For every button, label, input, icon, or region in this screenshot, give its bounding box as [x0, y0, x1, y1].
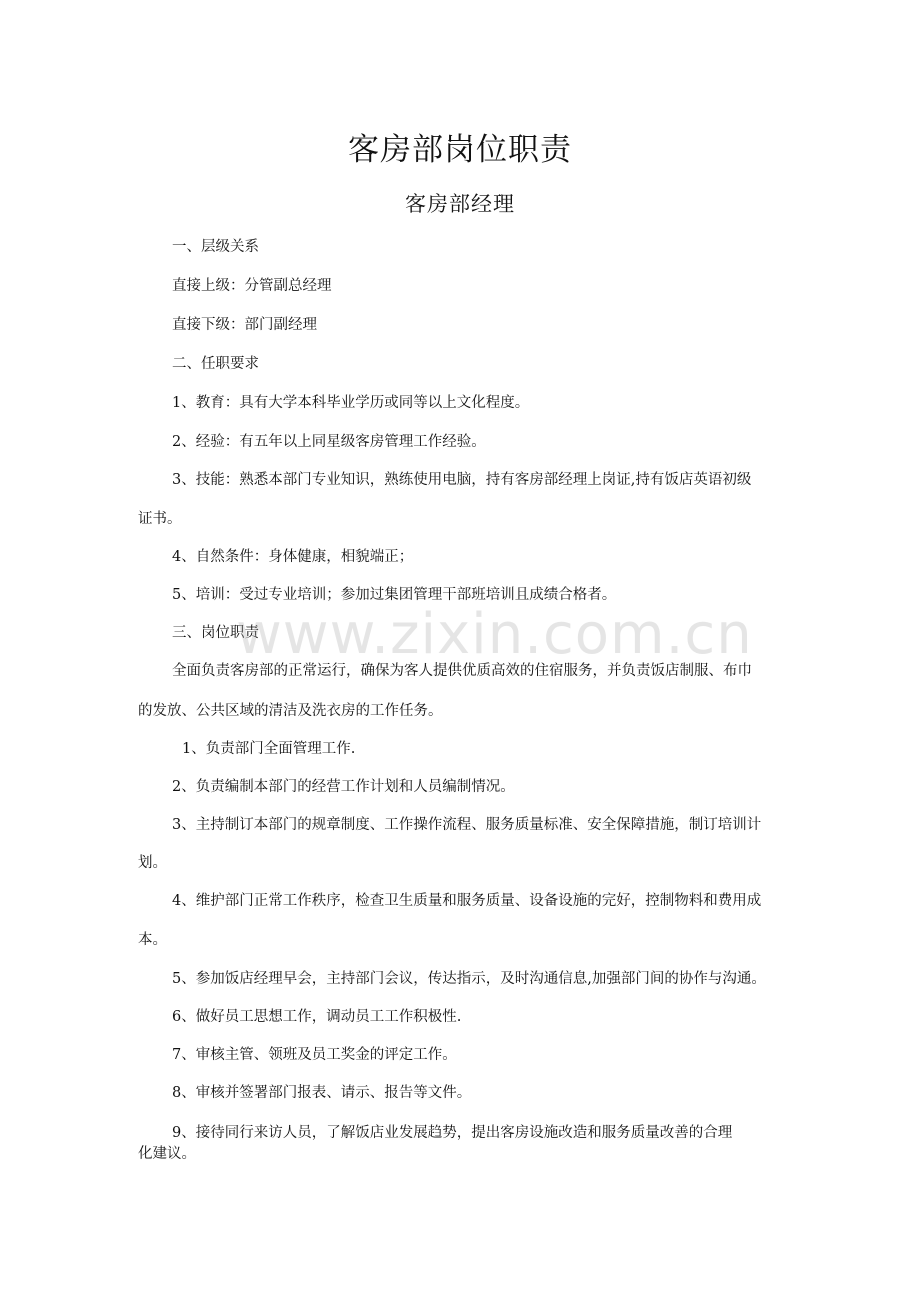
- section-heading: 二、任职要求: [172, 356, 259, 372]
- list-item: 2、经验：有五年以上同星级客房管理工作经验。: [172, 434, 486, 450]
- document-subtitle: 客房部经理: [405, 192, 515, 216]
- list-item: 1、教育：具有大学本科毕业学历或同等以上文化程度。: [172, 395, 530, 411]
- list-item-continuation: 本。: [138, 932, 167, 948]
- list-item: 4、维护部门正常工作秩序，检查卫生质量和服务质量、设备设施的完好，控制物料和费用成: [172, 893, 762, 909]
- list-item: 2、负责编制本部门的经营工作计划和人员编制情况。: [172, 779, 515, 795]
- list-item-continuation: 化建议。: [138, 1146, 196, 1162]
- paragraph: 直接下级：部门副经理: [172, 317, 317, 333]
- list-item-continuation: 证书。: [138, 511, 182, 527]
- section-heading: 一、层级关系: [172, 239, 259, 255]
- list-item: 8、审核并签署部门报表、请示、报告等文件。: [172, 1085, 472, 1101]
- list-item: 6、做好员工思想工作，调动员工工作积极性.: [172, 1009, 462, 1025]
- list-item: 9、接待同行来访人员，了解饭店业发展趋势，提出客房设施改造和服务质量改善的合理: [172, 1125, 733, 1141]
- list-item-continuation: 划。: [138, 855, 167, 871]
- list-item: 3、主持制订本部门的规章制度、工作操作流程、服务质量标准、安全保障措施，制订培训计: [172, 817, 762, 833]
- list-item: 7、审核主管、领班及员工奖金的评定工作。: [172, 1047, 457, 1063]
- paragraph: 全面负责客房部的正常运行，确保为客人提供优质高效的住宿服务，并负责饭店制服、布巾: [172, 663, 752, 679]
- list-item: 5、参加饭店经理早会，主持部门会议，传达指示，及时沟通信息,加强部门间的协作与沟通。: [172, 971, 766, 987]
- paragraph: 直接上级：分管副总经理: [172, 278, 332, 294]
- list-item: 5、培训：受过专业培训；参加过集团管理干部班培训且成绩合格者。: [172, 587, 617, 603]
- paragraph-continuation: 的发放、公共区域的清洁及洗衣房的工作任务。: [138, 703, 443, 719]
- section-heading: 三、岗位职责: [172, 625, 259, 641]
- list-item: 3、技能：熟悉本部门专业知识，熟练使用电脑，持有客房部经理上岗证,持有饭店英语初级: [172, 472, 752, 488]
- list-item: 4、自然条件：身体健康，相貌端正；: [172, 549, 414, 565]
- document-title: 客房部岗位职责: [348, 132, 572, 168]
- watermark: www.zixin.com.cn: [236, 602, 753, 667]
- list-item: 1、负责部门全面管理工作.: [182, 741, 356, 757]
